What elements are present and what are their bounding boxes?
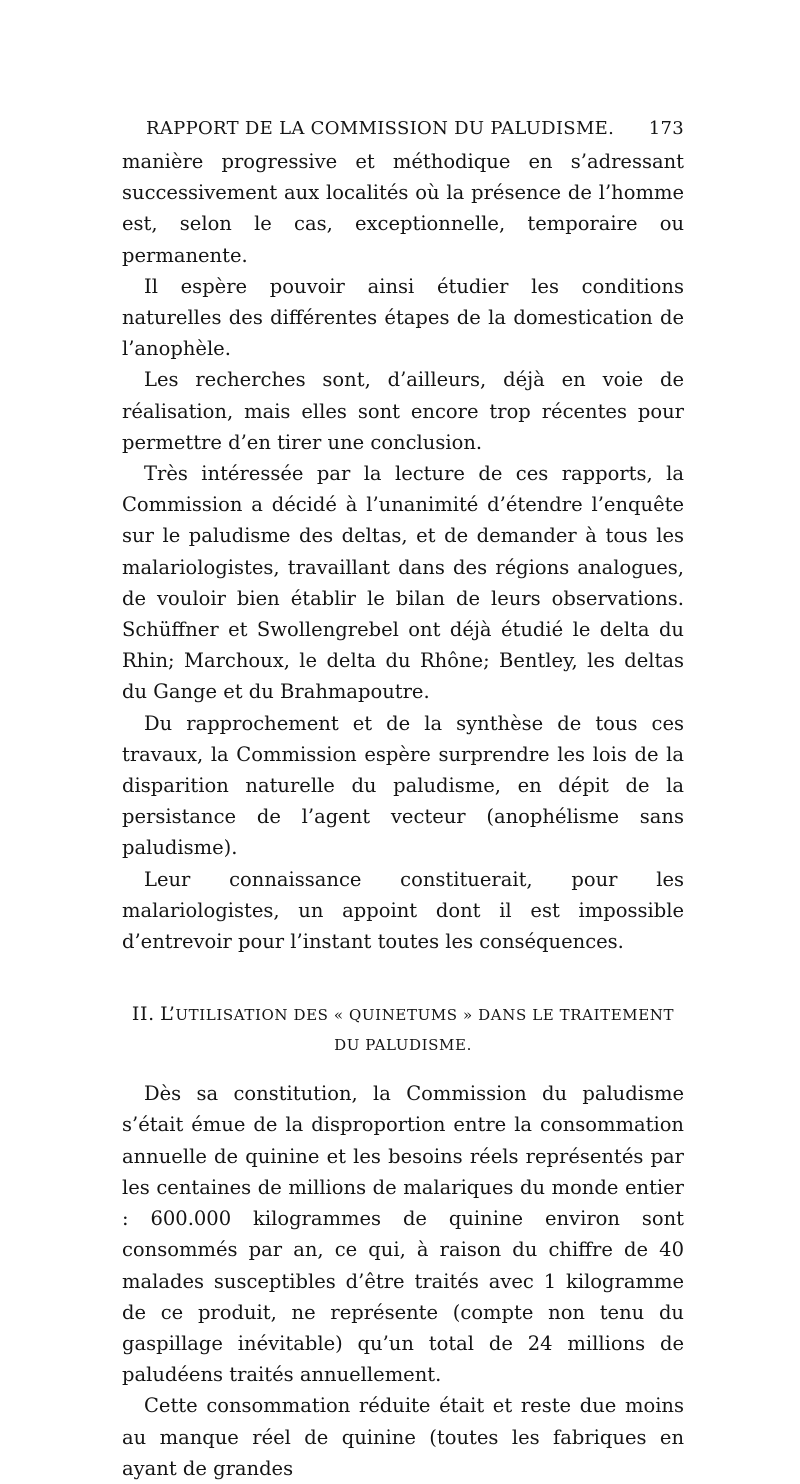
section-number: II. [131, 1003, 155, 1026]
section-heading [122, 999, 684, 1060]
section-title-line1: UTILISATION DES « QUINETUMS » DANS LE TRAITEMENT [175, 1006, 675, 1025]
book-page [122, 118, 684, 1484]
paragraph: Leur connaissance constituerait, pour les malariologistes, un appoint dont il est impossible d’entrevoir pour l’instant toutes les conséquences. [122, 867, 684, 954]
section-title-line2: DU PALUDISME. [334, 1036, 472, 1055]
section-initial: L’ [160, 1003, 176, 1026]
paragraph: Du rapprochement et de la synthèse de tous ces travaux, la Commission espère surprendre les lois de la disparition naturelle du paludisme, en dépit de la persistance de l’agent vecteur (anophélisme sans paludisme). [122, 711, 684, 860]
paragraph: Très intéressée par la lecture de ces rapports, la Commission a décidé à l’unanimité d’étendre l’enquête sur le paludisme des deltas, et de demander à tous les malariologistes, travaillant dans des régions analogues, de vouloir bien établir le bilan de leurs observations. Schüffner et Swollengrebel ont déjà étudié le delta du Rhin; Marchoux, le delta du Rhône; Bentley, les deltas du Gange et du Brahmapoutre. [122, 462, 684, 704]
page-number: 173 [648, 118, 684, 139]
paragraph: Cette consommation réduite était et reste due moins au manque réel de quinine (toutes les fabriques en ayant de grandes [122, 1394, 684, 1480]
paragraph: Dès sa constitution, la Commission du paludisme s’était émue de la disproportion entre la consommation annuelle de quinine et les besoins réels représentés par les centaines de millions de malariques du monde entier : 600.000 kilogrammes de quinine environ sont consommés par an, ce qui, à raison du chiffre de 40 malades susceptibles d’être traités avec 1 kilogramme de ce produit, ne représente (compte non tenu du gaspillage inévitable) qu’un total de 24 millions de paludéens traités annuellement. [122, 1082, 684, 1387]
running-title: RAPPORT DE LA COMMISSION DU PALUDISME. [146, 118, 615, 139]
paragraph: Les recherches sont, d’ailleurs, déjà en voie de réalisation, mais elles sont encore trop récentes pour permettre d’en tirer une conclusion. [122, 368, 684, 454]
paragraph: Il espère pouvoir ainsi étudier les conditions naturelles des différentes étapes de la domestication de l’anophèle. [122, 274, 684, 361]
running-head [122, 118, 684, 146]
paragraph: manière progressive et méthodique en s’adressant successivement aux localités où la présence de l’homme est, selon le cas, exceptionnelle, temporaire ou permanente. [122, 150, 684, 267]
